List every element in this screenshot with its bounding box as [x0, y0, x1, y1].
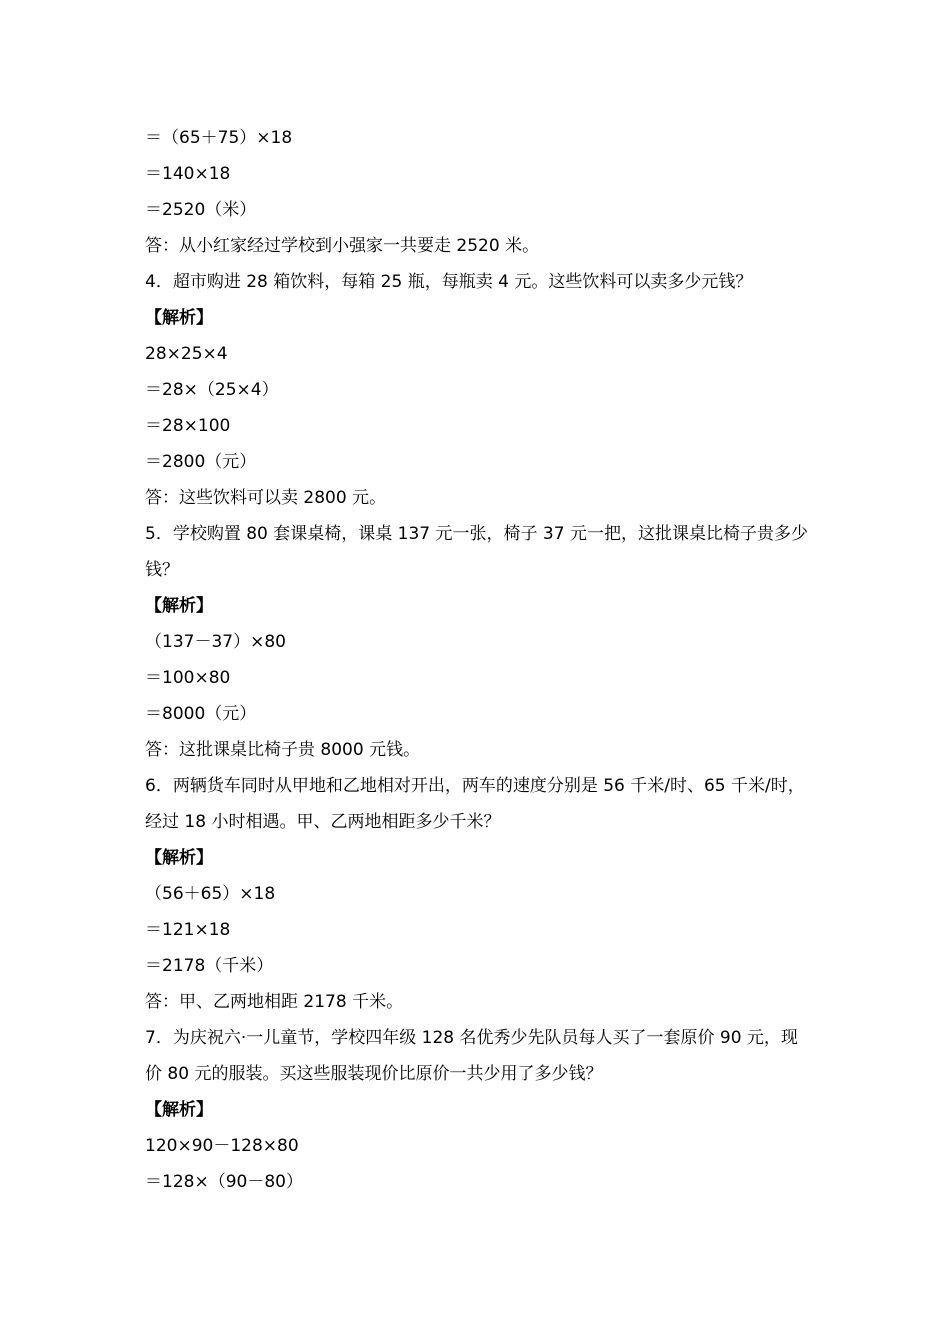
question-5: 5．学校购置 80 套课桌椅，课桌 137 元一张，椅子 37 元一把，这批课桌比椅子贵多少钱？: [145, 524, 808, 580]
answer-line: 答：这批课桌比椅子贵 8000 元钱。: [145, 740, 421, 760]
calc-line: （137－37）×80: [145, 632, 286, 652]
calc-line: ＝2520（米）: [145, 200, 257, 220]
calc-line: ＝28×（25×4）: [145, 380, 279, 400]
calc-line: ＝8000（元）: [145, 704, 257, 724]
calc-line: 120×90－128×80: [145, 1136, 299, 1156]
answer-line: 答：甲、乙两地相距 2178 千米。: [145, 992, 404, 1012]
analysis-heading: 【解析】: [145, 308, 213, 328]
answer-line: 答：这些饮料可以卖 2800 元。: [145, 488, 387, 508]
analysis-heading: 【解析】: [145, 1100, 213, 1120]
calc-line: ＝2800（元）: [145, 452, 257, 472]
calc-line: ＝（65＋75）×18: [145, 128, 293, 148]
analysis-heading: 【解析】: [145, 596, 213, 616]
calc-line: ＝100×80: [145, 668, 231, 688]
answer-line: 答：从小红家经过学校到小强家一共要走 2520 米。: [145, 236, 540, 256]
question-7: 7．为庆祝六·一儿童节，学校四年级 128 名优秀少先队员每人买了一套原价 90 元，现价 80 元的服装。买这些服装现价比原价一共少用了多少钱？: [145, 1028, 798, 1084]
calc-line: ＝128×（90－80）: [145, 1172, 303, 1192]
analysis-heading: 【解析】: [145, 848, 213, 868]
calc-line: （56＋65）×18: [145, 884, 276, 904]
calc-line: 28×25×4: [145, 344, 228, 364]
calc-line: ＝140×18: [145, 164, 231, 184]
calc-line: ＝2178（千米）: [145, 956, 274, 976]
question-4: 4．超市购进 28 箱饮料，每箱 25 瓶，每瓶卖 4 元。这些饮料可以卖多少元钱？: [145, 272, 753, 292]
calc-line: ＝28×100: [145, 416, 231, 436]
question-6: 6．两辆货车同时从甲地和乙地相对开出，两车的速度分别是 56 千米/时、65 千米/时，经过 18 小时相遇。甲、乙两地相距多少千米？: [145, 776, 805, 832]
calc-line: ＝121×18: [145, 920, 231, 940]
